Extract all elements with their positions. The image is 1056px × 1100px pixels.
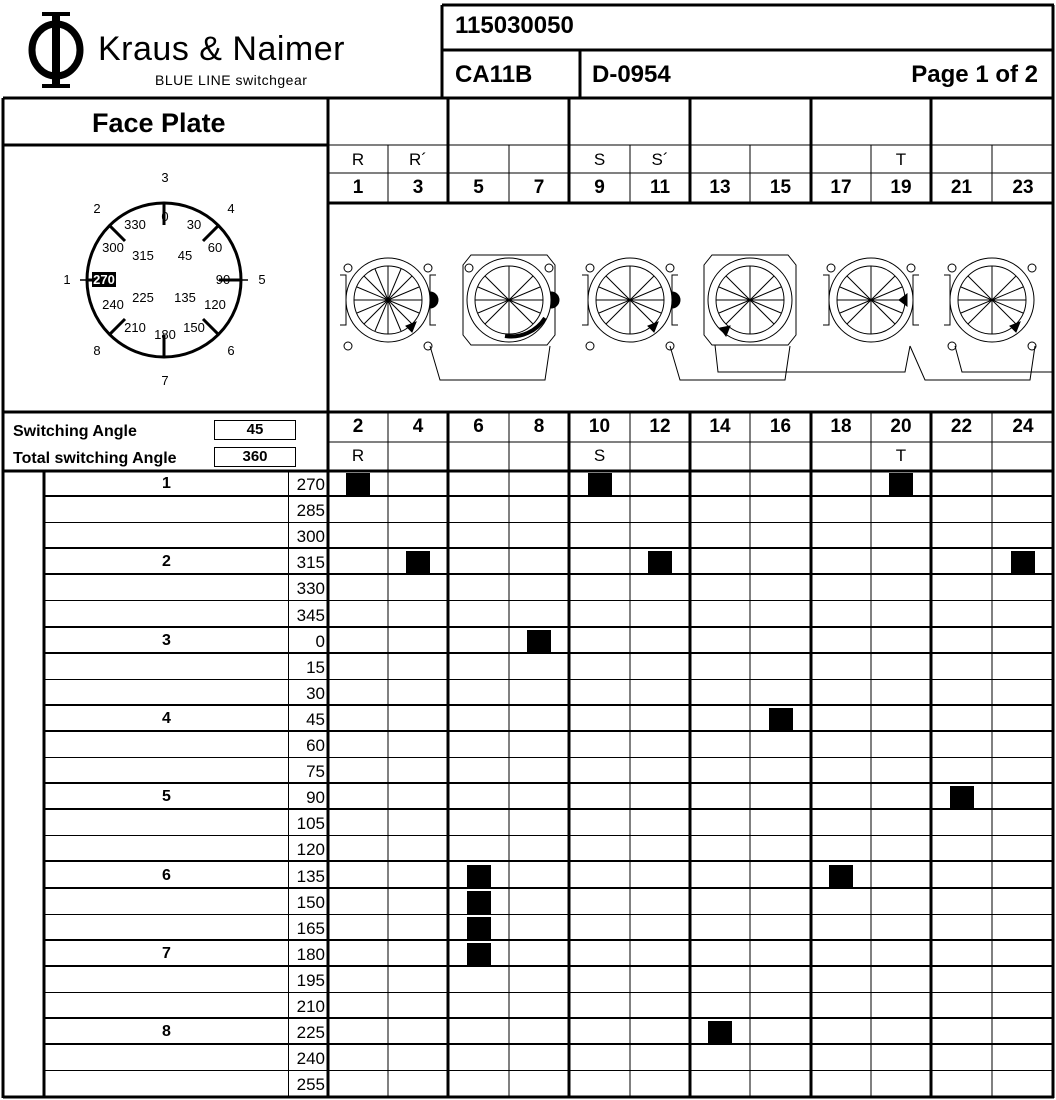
dial-position-label: 2 [93, 201, 101, 216]
part-number: 115030050 [455, 12, 574, 39]
contact-closed-mark [829, 865, 853, 889]
angle-value: 60 [306, 736, 325, 755]
angle-value: 195 [296, 970, 325, 990]
terminal-phase-top: S [593, 150, 606, 169]
terminal-number-bottom: 4 [412, 416, 424, 437]
contact-closed-mark [406, 551, 430, 575]
contact-closed-mark [467, 891, 491, 915]
table-row [44, 575, 1054, 601]
contact-closed-mark [1011, 551, 1035, 575]
dial-angle-label: 60 [207, 240, 223, 255]
model-code: CA11B [455, 61, 533, 88]
table-row [44, 967, 1054, 993]
dial-angle-label: 240 [102, 297, 124, 312]
position-number: 8 [162, 1023, 171, 1041]
terminal-number-bottom: 14 [709, 416, 731, 437]
terminal-number-bottom: 22 [950, 416, 973, 437]
total-angle-value: 360 [214, 447, 296, 467]
total-angle-label: Total switching Angle [13, 450, 177, 467]
table-row [44, 836, 1054, 862]
terminal-number-top: 3 [412, 177, 424, 198]
terminal-number-bottom: 8 [533, 416, 545, 437]
terminal-number-bottom: 12 [649, 416, 671, 437]
terminal-number-top: 13 [709, 177, 731, 198]
drawing-number: D-0954 [592, 61, 671, 88]
contact-closed-mark [467, 943, 491, 967]
terminal-number-bottom: 6 [473, 416, 484, 437]
angle-value: 75 [306, 762, 325, 782]
page-indicator: Page 1 of 2 [911, 61, 1038, 88]
terminal-number-top: 19 [890, 177, 912, 198]
dial-angle-label: 90 [215, 272, 231, 287]
dial-angle-label: 45 [177, 248, 193, 263]
dial-angle-label: 30 [186, 217, 202, 232]
terminal-number-bottom: 16 [769, 416, 792, 437]
terminal-number-top: 9 [594, 177, 605, 198]
dial-position-label: 5 [258, 272, 266, 287]
dial-angle-label: 315 [132, 248, 154, 263]
position-number: 4 [162, 709, 171, 727]
terminal-number-top: 17 [830, 177, 852, 198]
angle-value: 0 [315, 631, 325, 651]
angle-value: 210 [296, 997, 325, 1016]
position-number: 7 [162, 944, 171, 962]
dial-angle-label: 210 [124, 320, 146, 335]
angle-value: 165 [296, 918, 325, 938]
terminal-phase-top: T [895, 150, 907, 169]
face-plate-title: Face Plate [92, 108, 226, 138]
contact-closed-mark [467, 917, 491, 941]
terminal-number-top: 21 [950, 177, 973, 198]
terminal-number-top: 1 [352, 177, 364, 198]
table-row [44, 497, 1054, 523]
terminal-number-bottom: 10 [588, 416, 611, 437]
contact-closed-mark [588, 473, 612, 497]
terminal-number-bottom: 18 [830, 416, 852, 437]
angle-value: 180 [296, 944, 325, 964]
table-row [44, 1071, 1054, 1097]
contact-closed-mark [346, 473, 370, 497]
dial-angle-label: 270 [93, 272, 115, 287]
dial-angle-label: 330 [124, 217, 146, 232]
table-row [44, 654, 1054, 680]
dial-angle-label: 0 [161, 209, 169, 224]
brand-logo-icon [32, 12, 80, 88]
position-number: 2 [162, 553, 171, 571]
angle-column-divider [288, 471, 289, 1098]
table-row [44, 810, 1054, 836]
angle-value: 105 [296, 814, 325, 834]
angle-value: 30 [306, 683, 325, 703]
table-row [44, 993, 1054, 1019]
angle-value: 255 [296, 1075, 325, 1095]
angle-value: 90 [306, 788, 325, 808]
table-row [44, 602, 1054, 628]
brand-subtitle: BLUE LINE switchgear [155, 72, 308, 88]
angle-value: 285 [296, 501, 325, 521]
dial-position-label: 3 [161, 170, 169, 185]
angle-value: 135 [296, 866, 325, 886]
dial-position-label: 7 [161, 373, 169, 388]
table-row [44, 732, 1054, 758]
terminal-number-bottom: 24 [1012, 416, 1034, 437]
angle-value: 225 [296, 1023, 325, 1043]
contact-closed-mark [889, 473, 913, 497]
contact-closed-mark [467, 865, 491, 889]
terminal-phase-top: R´ [409, 150, 427, 169]
dial-angle-label: 135 [174, 290, 196, 305]
terminal-number-top: 23 [1012, 177, 1034, 198]
table-row [44, 523, 1054, 549]
position-number: 5 [162, 788, 171, 806]
dial-position-label: 8 [93, 343, 101, 358]
contact-diagrams [340, 255, 1054, 380]
terminal-number-top: 5 [473, 177, 484, 198]
angle-value: 120 [296, 840, 325, 860]
switching-angle-value: 45 [214, 420, 296, 440]
angle-value: 15 [306, 657, 325, 677]
contact-closed-mark [708, 1021, 732, 1045]
dial-angle-label: 180 [154, 327, 176, 342]
position-number: 1 [162, 475, 171, 492]
angle-value: 315 [296, 553, 325, 573]
dial-angle-label: 120 [204, 297, 226, 312]
terminal-number-bottom: 20 [890, 416, 912, 437]
dial-angle-label: 150 [183, 320, 205, 335]
angle-value: 270 [296, 475, 325, 494]
terminal-phase-top: R [351, 150, 365, 169]
brand-name: Kraus & Naimer [98, 30, 345, 68]
table-row [44, 680, 1054, 706]
angle-value: 150 [296, 892, 325, 912]
angle-value: 45 [306, 709, 325, 729]
terminal-number-top: 7 [533, 177, 545, 198]
contact-closed-mark [527, 630, 551, 654]
table-row [44, 758, 1054, 784]
dial-position-label: 1 [63, 272, 71, 287]
terminal-number-bottom: 2 [352, 416, 364, 437]
dial-position-label: 4 [227, 201, 235, 216]
terminal-phase-bottom: S [593, 446, 606, 465]
dial-angle-label: 300 [102, 240, 124, 255]
angle-value: 240 [296, 1049, 325, 1069]
table-row [44, 1045, 1054, 1071]
terminal-number-top: 11 [649, 177, 671, 198]
angle-value: 330 [296, 579, 325, 599]
table-row [44, 889, 1054, 915]
position-number: 3 [162, 631, 171, 649]
angle-value: 300 [296, 527, 325, 547]
dial-position-label: 6 [227, 343, 235, 358]
dial-angle-label: 225 [132, 290, 154, 305]
terminal-phase-bottom: R [351, 446, 365, 465]
terminal-number-top: 15 [769, 177, 792, 198]
switching-angle-label: Switching Angle [13, 423, 137, 440]
table-row [44, 915, 1054, 941]
terminal-phase-bottom: T [895, 446, 907, 465]
contact-closed-mark [950, 786, 974, 810]
position-number: 6 [162, 866, 171, 884]
terminal-phase-top: S´ [651, 150, 669, 169]
contact-closed-mark [648, 551, 672, 575]
contact-closed-mark [769, 708, 793, 732]
angle-value: 345 [296, 605, 325, 625]
